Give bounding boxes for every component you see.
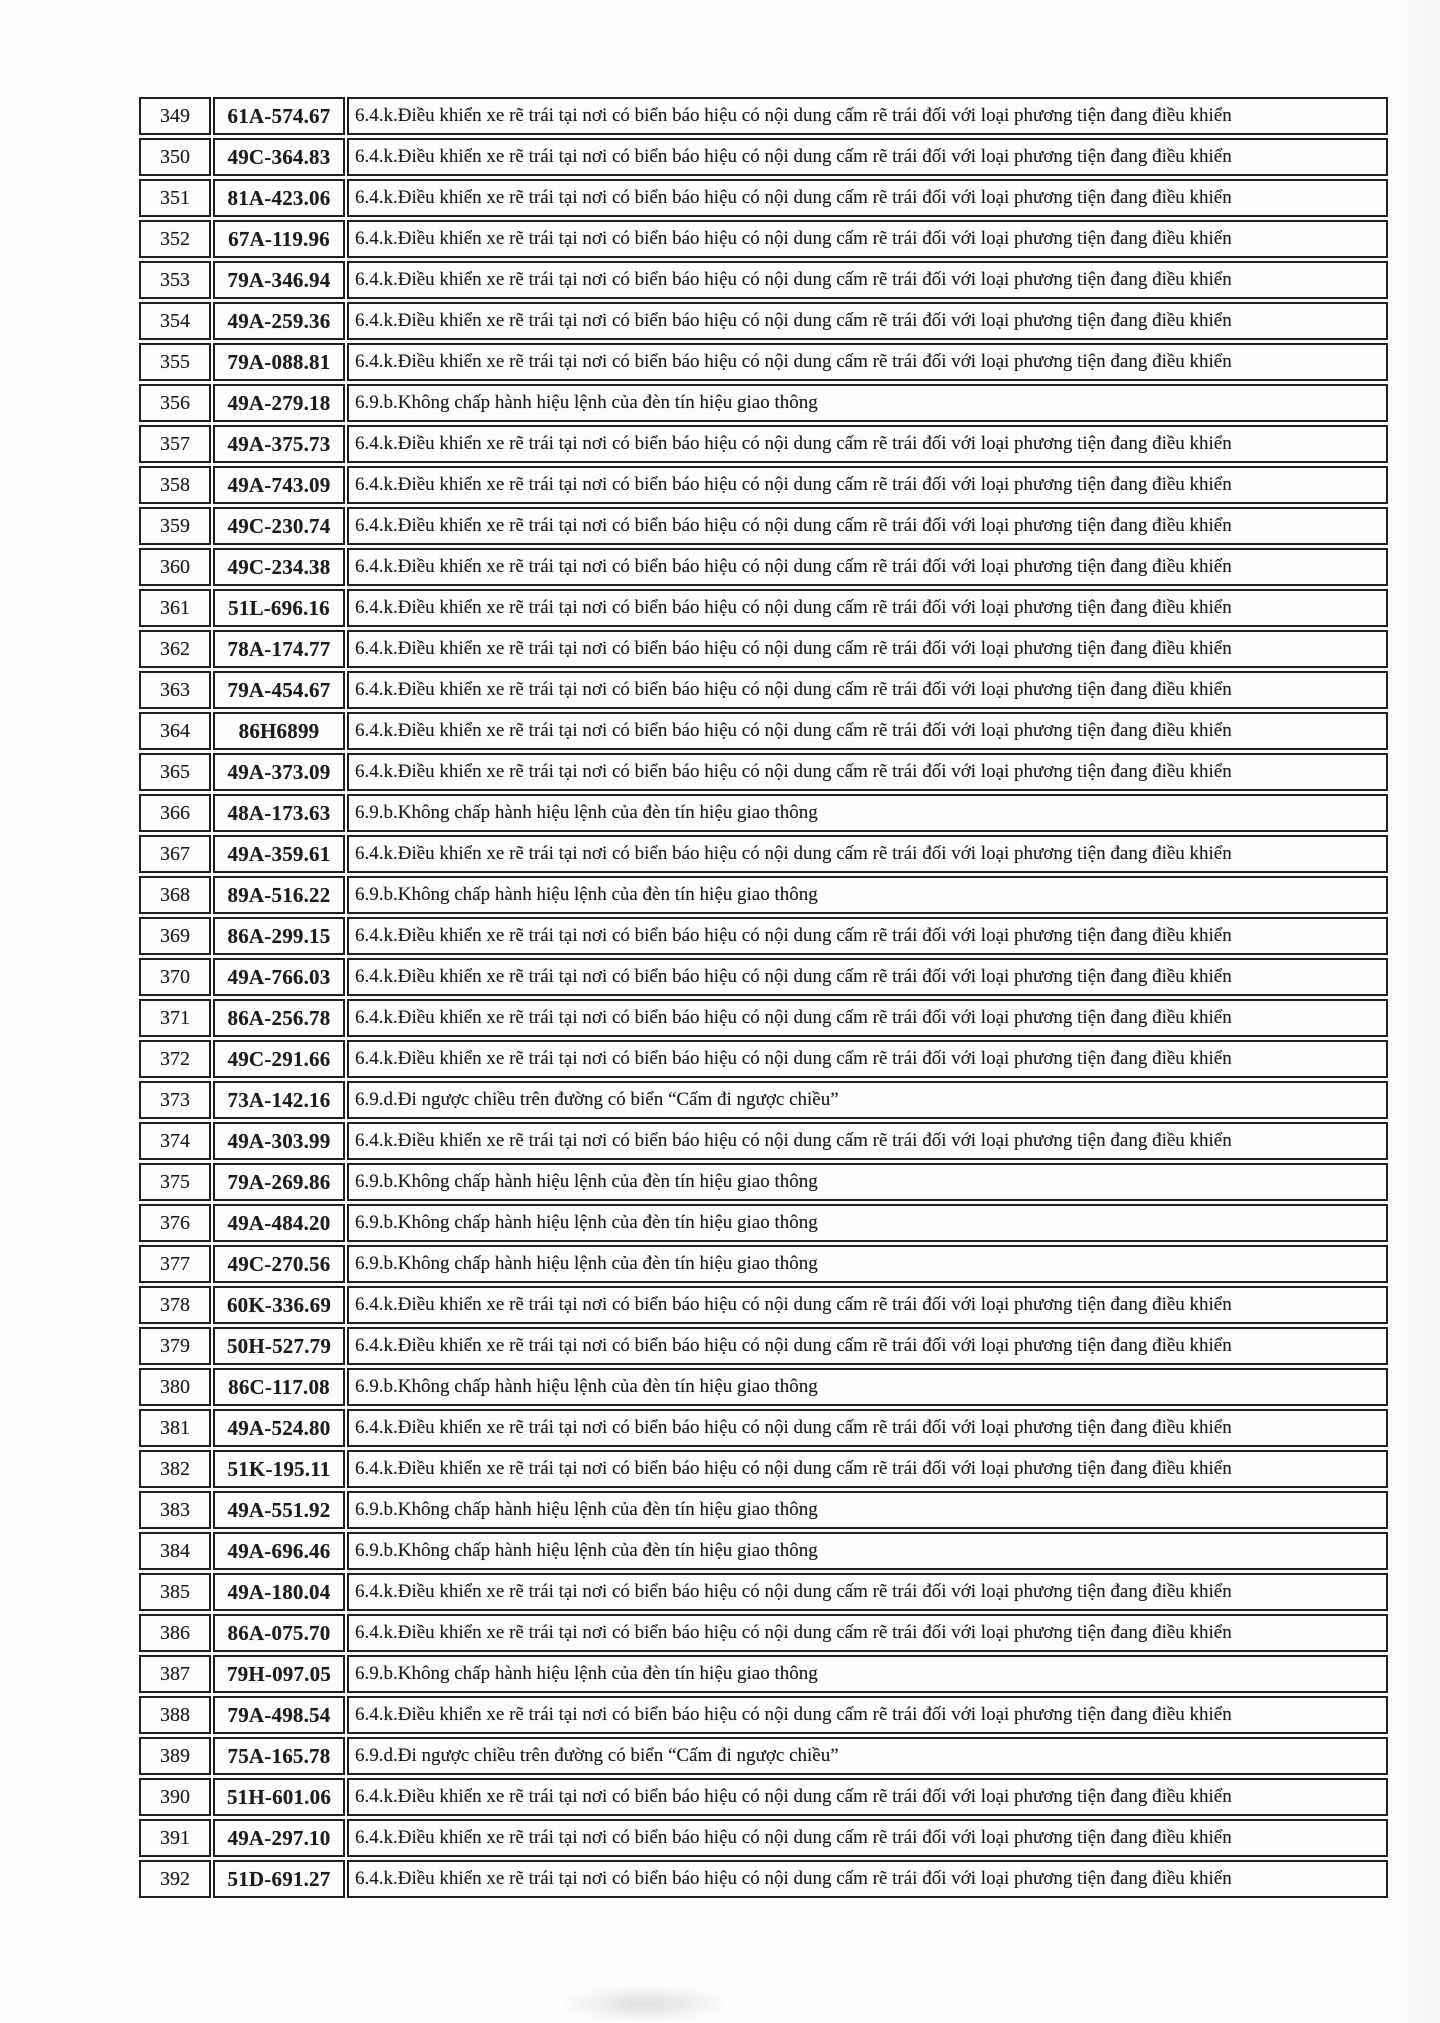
plate-number-cell: 75A-165.78 — [213, 1737, 345, 1775]
violation-text-cell: 6.4.k.Điều khiển xe rẽ trái tại nơi có biển báo hiệu có nội dung cấm rẽ trái đối với loại phương tiện đang điều khiển — [347, 302, 1388, 340]
table-row — [139, 753, 1388, 791]
row-number-cell: 371 — [139, 999, 211, 1037]
row-number-cell: 353 — [139, 261, 211, 299]
table-row — [139, 343, 1388, 381]
violation-text-cell: 6.4.k.Điều khiển xe rẽ trái tại nơi có biển báo hiệu có nội dung cấm rẽ trái đối với loại phương tiện đang điều khiển — [347, 1778, 1388, 1816]
table-row — [139, 261, 1388, 299]
table-row — [139, 1040, 1388, 1078]
row-number-cell: 366 — [139, 794, 211, 832]
table-row — [139, 1819, 1388, 1857]
row-number-cell: 375 — [139, 1163, 211, 1201]
plate-number-cell: 61A-574.67 — [213, 97, 345, 135]
plate-number-cell: 79A-088.81 — [213, 343, 345, 381]
plate-number-cell: 51D-691.27 — [213, 1860, 345, 1898]
violation-table-body — [139, 97, 1388, 1898]
row-number-cell: 392 — [139, 1860, 211, 1898]
table-row — [139, 384, 1388, 422]
table-row — [139, 1286, 1388, 1324]
table-row — [139, 179, 1388, 217]
row-number-cell: 370 — [139, 958, 211, 996]
row-number-cell: 387 — [139, 1655, 211, 1693]
plate-number-cell: 49A-180.04 — [213, 1573, 345, 1611]
table-row — [139, 1327, 1388, 1365]
plate-number-cell: 49C-234.38 — [213, 548, 345, 586]
row-number-cell: 355 — [139, 343, 211, 381]
table-row — [139, 671, 1388, 709]
table-row — [139, 1532, 1388, 1570]
table-row — [139, 999, 1388, 1037]
violation-text-cell: 6.4.k.Điều khiển xe rẽ trái tại nơi có biển báo hiệu có nội dung cấm rẽ trái đối với loại phương tiện đang điều khiển — [347, 835, 1388, 873]
scan-artifact-top-streak — [615, 0, 670, 46]
table-row — [139, 1655, 1388, 1693]
row-number-cell: 376 — [139, 1204, 211, 1242]
plate-number-cell: 79H-097.05 — [213, 1655, 345, 1693]
violation-table — [137, 94, 1390, 1901]
violation-text-cell: 6.4.k.Điều khiển xe rẽ trái tại nơi có biển báo hiệu có nội dung cấm rẽ trái đối với loại phương tiện đang điều khiển — [347, 343, 1388, 381]
plate-number-cell: 49A-743.09 — [213, 466, 345, 504]
violation-text-cell: 6.4.k.Điều khiển xe rẽ trái tại nơi có biển báo hiệu có nội dung cấm rẽ trái đối với loại phương tiện đang điều khiển — [347, 1819, 1388, 1857]
row-number-cell: 385 — [139, 1573, 211, 1611]
violation-text-cell: 6.4.k.Điều khiển xe rẽ trái tại nơi có biển báo hiệu có nội dung cấm rẽ trái đối với loại phương tiện đang điều khiển — [347, 1860, 1388, 1898]
plate-number-cell: 49A-696.46 — [213, 1532, 345, 1570]
row-number-cell: 383 — [139, 1491, 211, 1529]
row-number-cell: 388 — [139, 1696, 211, 1734]
row-number-cell: 381 — [139, 1409, 211, 1447]
table-row — [139, 1614, 1388, 1652]
violation-text-cell: 6.4.k.Điều khiển xe rẽ trái tại nơi có biển báo hiệu có nội dung cấm rẽ trái đối với loại phương tiện đang điều khiển — [347, 425, 1388, 463]
table-row — [139, 1491, 1388, 1529]
table-row — [139, 1737, 1388, 1775]
table-row — [139, 425, 1388, 463]
violation-text-cell: 6.4.k.Điều khiển xe rẽ trái tại nơi có biển báo hiệu có nội dung cấm rẽ trái đối với loại phương tiện đang điều khiển — [347, 753, 1388, 791]
plate-number-cell: 49A-259.36 — [213, 302, 345, 340]
violation-text-cell: 6.4.k.Điều khiển xe rẽ trái tại nơi có biển báo hiệu có nội dung cấm rẽ trái đối với loại phương tiện đang điều khiển — [347, 630, 1388, 668]
row-number-cell: 352 — [139, 220, 211, 258]
plate-number-cell: 49A-279.18 — [213, 384, 345, 422]
plate-number-cell: 79A-346.94 — [213, 261, 345, 299]
table-row — [139, 1696, 1388, 1734]
plate-number-cell: 49A-303.99 — [213, 1122, 345, 1160]
row-number-cell: 350 — [139, 138, 211, 176]
row-number-cell: 362 — [139, 630, 211, 668]
plate-number-cell: 86A-075.70 — [213, 1614, 345, 1652]
plate-number-cell: 49C-230.74 — [213, 507, 345, 545]
scan-artifact-bottom-smudge — [560, 1985, 730, 2023]
plate-number-cell: 79A-498.54 — [213, 1696, 345, 1734]
row-number-cell: 382 — [139, 1450, 211, 1488]
row-number-cell: 363 — [139, 671, 211, 709]
plate-number-cell: 79A-269.86 — [213, 1163, 345, 1201]
row-number-cell: 361 — [139, 589, 211, 627]
table-row — [139, 1204, 1388, 1242]
violation-text-cell: 6.4.k.Điều khiển xe rẽ trái tại nơi có biển báo hiệu có nội dung cấm rẽ trái đối với loại phương tiện đang điều khiển — [347, 917, 1388, 955]
table-row — [139, 1368, 1388, 1406]
violation-text-cell: 6.4.k.Điều khiển xe rẽ trái tại nơi có biển báo hiệu có nội dung cấm rẽ trái đối với loại phương tiện đang điều khiển — [347, 507, 1388, 545]
row-number-cell: 372 — [139, 1040, 211, 1078]
table-row — [139, 589, 1388, 627]
table-row — [139, 1860, 1388, 1898]
table-row — [139, 138, 1388, 176]
violation-text-cell: 6.4.k.Điều khiển xe rẽ trái tại nơi có biển báo hiệu có nội dung cấm rẽ trái đối với loại phương tiện đang điều khiển — [347, 1286, 1388, 1324]
row-number-cell: 386 — [139, 1614, 211, 1652]
plate-number-cell: 48A-173.63 — [213, 794, 345, 832]
row-number-cell: 360 — [139, 548, 211, 586]
row-number-cell: 357 — [139, 425, 211, 463]
plate-number-cell: 50H-527.79 — [213, 1327, 345, 1365]
violation-text-cell: 6.9.b.Không chấp hành hiệu lệnh của đèn tín hiệu giao thông — [347, 876, 1388, 914]
plate-number-cell: 79A-454.67 — [213, 671, 345, 709]
violation-text-cell: 6.4.k.Điều khiển xe rẽ trái tại nơi có biển báo hiệu có nội dung cấm rẽ trái đối với loại phương tiện đang điều khiển — [347, 589, 1388, 627]
plate-number-cell: 49A-524.80 — [213, 1409, 345, 1447]
plate-number-cell: 49A-359.61 — [213, 835, 345, 873]
table-row — [139, 794, 1388, 832]
violation-text-cell: 6.9.b.Không chấp hành hiệu lệnh của đèn tín hiệu giao thông — [347, 1204, 1388, 1242]
table-row — [139, 302, 1388, 340]
table-row — [139, 1573, 1388, 1611]
plate-number-cell: 51K-195.11 — [213, 1450, 345, 1488]
plate-number-cell: 49A-373.09 — [213, 753, 345, 791]
plate-number-cell: 49C-364.83 — [213, 138, 345, 176]
violation-text-cell: 6.4.k.Điều khiển xe rẽ trái tại nơi có biển báo hiệu có nội dung cấm rẽ trái đối với loại phương tiện đang điều khiển — [347, 1327, 1388, 1365]
violation-text-cell: 6.4.k.Điều khiển xe rẽ trái tại nơi có biển báo hiệu có nội dung cấm rẽ trái đối với loại phương tiện đang điều khiển — [347, 1040, 1388, 1078]
table-row — [139, 507, 1388, 545]
row-number-cell: 389 — [139, 1737, 211, 1775]
table-row — [139, 1409, 1388, 1447]
plate-number-cell: 51L-696.16 — [213, 589, 345, 627]
violation-text-cell: 6.4.k.Điều khiển xe rẽ trái tại nơi có biển báo hiệu có nội dung cấm rẽ trái đối với loại phương tiện đang điều khiển — [347, 97, 1388, 135]
row-number-cell: 364 — [139, 712, 211, 750]
plate-number-cell: 49C-291.66 — [213, 1040, 345, 1078]
row-number-cell: 373 — [139, 1081, 211, 1119]
violation-text-cell: 6.9.b.Không chấp hành hiệu lệnh của đèn tín hiệu giao thông — [347, 794, 1388, 832]
plate-number-cell: 49A-484.20 — [213, 1204, 345, 1242]
plate-number-cell: 86H6899 — [213, 712, 345, 750]
table-row — [139, 1245, 1388, 1283]
violation-text-cell: 6.4.k.Điều khiển xe rẽ trái tại nơi có biển báo hiệu có nội dung cấm rẽ trái đối với loại phương tiện đang điều khiển — [347, 712, 1388, 750]
violation-text-cell: 6.4.k.Điều khiển xe rẽ trái tại nơi có biển báo hiệu có nội dung cấm rẽ trái đối với loại phương tiện đang điều khiển — [347, 1409, 1388, 1447]
row-number-cell: 349 — [139, 97, 211, 135]
violation-text-cell: 6.4.k.Điều khiển xe rẽ trái tại nơi có biển báo hiệu có nội dung cấm rẽ trái đối với loại phương tiện đang điều khiển — [347, 1122, 1388, 1160]
violation-text-cell: 6.4.k.Điều khiển xe rẽ trái tại nơi có biển báo hiệu có nội dung cấm rẽ trái đối với loại phương tiện đang điều khiển — [347, 1614, 1388, 1652]
plate-number-cell: 86A-256.78 — [213, 999, 345, 1037]
violation-text-cell: 6.4.k.Điều khiển xe rẽ trái tại nơi có biển báo hiệu có nội dung cấm rẽ trái đối với loại phương tiện đang điều khiển — [347, 671, 1388, 709]
table-row — [139, 466, 1388, 504]
violation-text-cell: 6.9.b.Không chấp hành hiệu lệnh của đèn tín hiệu giao thông — [347, 1655, 1388, 1693]
violation-text-cell: 6.4.k.Điều khiển xe rẽ trái tại nơi có biển báo hiệu có nội dung cấm rẽ trái đối với loại phương tiện đang điều khiển — [347, 1450, 1388, 1488]
table-row — [139, 548, 1388, 586]
violation-text-cell: 6.4.k.Điều khiển xe rẽ trái tại nơi có biển báo hiệu có nội dung cấm rẽ trái đối với loại phương tiện đang điều khiển — [347, 179, 1388, 217]
violation-text-cell: 6.9.b.Không chấp hành hiệu lệnh của đèn tín hiệu giao thông — [347, 1163, 1388, 1201]
row-number-cell: 377 — [139, 1245, 211, 1283]
violation-text-cell: 6.4.k.Điều khiển xe rẽ trái tại nơi có biển báo hiệu có nội dung cấm rẽ trái đối với loại phương tiện đang điều khiển — [347, 466, 1388, 504]
row-number-cell: 378 — [139, 1286, 211, 1324]
table-row — [139, 876, 1388, 914]
violation-text-cell: 6.9.d.Đi ngược chiều trên đường có biển “Cấm đi ngược chiều” — [347, 1081, 1388, 1119]
table-row — [139, 630, 1388, 668]
violation-text-cell: 6.9.b.Không chấp hành hiệu lệnh của đèn tín hiệu giao thông — [347, 1368, 1388, 1406]
row-number-cell: 351 — [139, 179, 211, 217]
violation-text-cell: 6.9.d.Đi ngược chiều trên đường có biển “Cấm đi ngược chiều” — [347, 1737, 1388, 1775]
plate-number-cell: 60K-336.69 — [213, 1286, 345, 1324]
table-row — [139, 1163, 1388, 1201]
row-number-cell: 390 — [139, 1778, 211, 1816]
plate-number-cell: 89A-516.22 — [213, 876, 345, 914]
row-number-cell: 367 — [139, 835, 211, 873]
row-number-cell: 359 — [139, 507, 211, 545]
row-number-cell: 369 — [139, 917, 211, 955]
violation-text-cell: 6.4.k.Điều khiển xe rẽ trái tại nơi có biển báo hiệu có nội dung cấm rẽ trái đối với loại phương tiện đang điều khiển — [347, 220, 1388, 258]
plate-number-cell: 49C-270.56 — [213, 1245, 345, 1283]
row-number-cell: 384 — [139, 1532, 211, 1570]
violation-text-cell: 6.4.k.Điều khiển xe rẽ trái tại nơi có biển báo hiệu có nội dung cấm rẽ trái đối với loại phương tiện đang điều khiển — [347, 958, 1388, 996]
row-number-cell: 391 — [139, 1819, 211, 1857]
table-row — [139, 1450, 1388, 1488]
plate-number-cell: 49A-297.10 — [213, 1819, 345, 1857]
plate-number-cell: 78A-174.77 — [213, 630, 345, 668]
row-number-cell: 380 — [139, 1368, 211, 1406]
row-number-cell: 368 — [139, 876, 211, 914]
violation-text-cell: 6.4.k.Điều khiển xe rẽ trái tại nơi có biển báo hiệu có nội dung cấm rẽ trái đối với loại phương tiện đang điều khiển — [347, 999, 1388, 1037]
table-row — [139, 712, 1388, 750]
plate-number-cell: 86C-117.08 — [213, 1368, 345, 1406]
table-row — [139, 1778, 1388, 1816]
row-number-cell: 374 — [139, 1122, 211, 1160]
row-number-cell: 356 — [139, 384, 211, 422]
violation-text-cell: 6.4.k.Điều khiển xe rẽ trái tại nơi có biển báo hiệu có nội dung cấm rẽ trái đối với loại phương tiện đang điều khiển — [347, 548, 1388, 586]
plate-number-cell: 49A-766.03 — [213, 958, 345, 996]
plate-number-cell: 86A-299.15 — [213, 917, 345, 955]
plate-number-cell: 81A-423.06 — [213, 179, 345, 217]
violation-text-cell: 6.4.k.Điều khiển xe rẽ trái tại nơi có biển báo hiệu có nội dung cấm rẽ trái đối với loại phương tiện đang điều khiển — [347, 1696, 1388, 1734]
row-number-cell: 365 — [139, 753, 211, 791]
table-row — [139, 917, 1388, 955]
violation-text-cell: 6.9.b.Không chấp hành hiệu lệnh của đèn tín hiệu giao thông — [347, 384, 1388, 422]
plate-number-cell: 49A-375.73 — [213, 425, 345, 463]
table-row — [139, 958, 1388, 996]
plate-number-cell: 67A-119.96 — [213, 220, 345, 258]
table-row — [139, 1122, 1388, 1160]
table-row — [139, 220, 1388, 258]
violation-text-cell: 6.4.k.Điều khiển xe rẽ trái tại nơi có biển báo hiệu có nội dung cấm rẽ trái đối với loại phương tiện đang điều khiển — [347, 1573, 1388, 1611]
table-row — [139, 1081, 1388, 1119]
violation-text-cell: 6.9.b.Không chấp hành hiệu lệnh của đèn tín hiệu giao thông — [347, 1245, 1388, 1283]
table-row — [139, 97, 1388, 135]
violation-text-cell: 6.9.b.Không chấp hành hiệu lệnh của đèn tín hiệu giao thông — [347, 1491, 1388, 1529]
plate-number-cell: 73A-142.16 — [213, 1081, 345, 1119]
plate-number-cell: 49A-551.92 — [213, 1491, 345, 1529]
violation-text-cell: 6.4.k.Điều khiển xe rẽ trái tại nơi có biển báo hiệu có nội dung cấm rẽ trái đối với loại phương tiện đang điều khiển — [347, 138, 1388, 176]
row-number-cell: 379 — [139, 1327, 211, 1365]
violation-text-cell: 6.9.b.Không chấp hành hiệu lệnh của đèn tín hiệu giao thông — [347, 1532, 1388, 1570]
row-number-cell: 354 — [139, 302, 211, 340]
plate-number-cell: 51H-601.06 — [213, 1778, 345, 1816]
violation-text-cell: 6.4.k.Điều khiển xe rẽ trái tại nơi có biển báo hiệu có nội dung cấm rẽ trái đối với loại phương tiện đang điều khiển — [347, 261, 1388, 299]
row-number-cell: 358 — [139, 466, 211, 504]
table-row — [139, 835, 1388, 873]
scan-artifact-right-shade — [1388, 0, 1440, 2023]
